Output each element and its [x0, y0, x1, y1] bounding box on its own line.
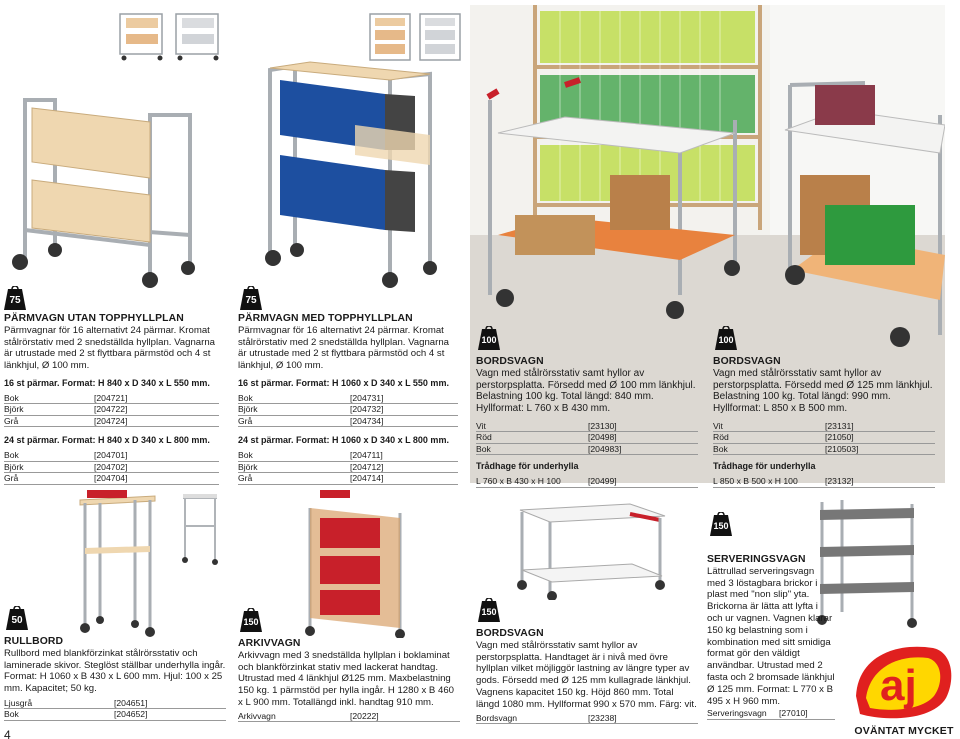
variant-row: L 850 x B 500 x H 100 [23132]: [713, 476, 935, 488]
product-description: Pärmvagnar för 16 alternativt 24 pärmar. Kromat stålrörstativ med 2 snedställda hyllplan. Vagnarna är utrustade med 2 st flyttbara pärmstöd och 4 st länkhjul, Ø 100 mm.: [4, 324, 216, 372]
product-description: Vagn med stålrörsstativ samt hyllor av perstorpsplatta. Handtaget är i nivå med övre hyllplan vilket möjliggör lastning av längre typer av gods. Försedd med Ø 125 mm kullagrade länkhjul. Vagnens kapacitet 150 kg. Höjd 860 mm. Total längd 1080 mm. Hyllformat 990 x 570 mm. Färg: vit.: [476, 639, 697, 710]
product-title: BORDSVAGN: [713, 356, 781, 367]
variant-row: Röd [21050]: [713, 432, 935, 444]
variant-row: Grå [204714]: [238, 473, 458, 485]
capacity-badge: [240, 286, 262, 310]
variant-row: Björk [204712]: [238, 462, 458, 474]
variant-row: Ljusgrå [204651]: [4, 698, 226, 710]
variant-row: Bok [204983]: [476, 444, 698, 456]
variant-row: Bok [204711]: [238, 450, 458, 462]
brand-slogan: OVÄNTAT MYCKET: [854, 725, 954, 737]
product-description: Lättrullad serveringsvagn med 3 löstagbara brickor i plast med "non slip" yta. Brickorna är lätta att lyfta i och ur vagnen. Vagnen klarar 150 kg belastning som i kombination med sitt smidiga format gör den väldigt användbar. Utrustad med 2 fasta och 2 bromsade länkhjul Ø 125 mm. Format: L 770 x B 495 x H 960 mm.: [707, 565, 835, 707]
product-photo-arkivvagn: [295, 488, 415, 638]
variant-row: Björk [204702]: [4, 462, 219, 474]
capacity-badge: [6, 606, 28, 630]
svg-text:50: 50: [11, 615, 23, 626]
product-arkivvagn: [238, 638, 460, 722]
variant-row: Björk [204732]: [238, 404, 458, 416]
product-description: Pärmvagnar för 16 alternativt 24 pärmar. Kromat stålrörstativ med 2 snedställda hyllplan. Vagnarna är utrustade med 2 st flyttbara pärmstöd och 4 st länkhjul, Ø 100 mm.: [238, 324, 450, 372]
variant-row: Vit [23131]: [713, 421, 935, 433]
format-line: 24 st pärmar. Format: H 840 x D 340 x L 800 mm.: [4, 435, 210, 446]
product-serveringsvagn: [707, 554, 835, 720]
product-parmvagn-med-topphyllplan: [238, 313, 458, 485]
format-line: 16 st pärmar. Format: H 1060 x D 340 x L 550 mm.: [238, 377, 449, 388]
product-title: PÄRMVAGN MED TOPPHYLLPLAN: [238, 313, 413, 324]
format-line: 16 st pärmar. Format: H 840 x D 340 x L 550 mm.: [4, 377, 210, 388]
variant-row: Grå [204724]: [4, 416, 219, 428]
variant-row: Bok [204701]: [4, 450, 219, 462]
product-bordsvagn-100: [476, 356, 698, 488]
svg-text:100: 100: [481, 335, 497, 345]
svg-text:aj: aj: [880, 661, 917, 710]
product-bordsvagn-100-large: [713, 356, 935, 488]
svg-text:150: 150: [243, 617, 259, 627]
variant-row: L 760 x B 430 x H 100 [20499]: [476, 476, 698, 488]
product-title: ARKIVVAGN: [238, 638, 301, 649]
svg-text:100: 100: [718, 335, 734, 345]
product-description: Vagn med stålrörsstativ samt hyllor av perstorpsplatta. Försedd med Ø 125 mm länkhjul. Belastning 100 kg. Total längd: 990 mm. Hyllformat: L 850 x B 500 mm.: [713, 367, 933, 415]
variant-row: Bok [204652]: [4, 709, 226, 721]
capacity-badge: [478, 598, 500, 622]
capacity-badge: [240, 608, 262, 632]
product-title: SERVERINGSVAGN: [707, 554, 806, 565]
variant-row: Serveringsvagn [27010]: [707, 708, 835, 720]
product-title: BORDSVAGN: [476, 628, 544, 639]
page-number: 4: [4, 728, 11, 739]
product-title: RULLBORD: [4, 636, 64, 647]
svg-text:75: 75: [9, 295, 21, 306]
product-parmvagn-utan-topphyllplan: [4, 313, 219, 485]
product-photo-rullbord: [65, 488, 230, 638]
product-bordsvagn-150: [476, 628, 698, 724]
variant-row: Bok [210503]: [713, 444, 935, 456]
product-description: Rullbord med blankförzinkat stålrörsstativ och laminerade skivor. Steglöst ställbar underhylla ingår. Format: H 1060 x B 430 x L 600 mm. Hjul: 100 x 25 mm. Kapacitet; 50 kg.: [4, 647, 226, 695]
aj-logo-icon: [848, 638, 960, 722]
variant-row: Björk [204722]: [4, 404, 219, 416]
brand-logo: [848, 638, 960, 738]
capacity-badge: [478, 326, 500, 350]
product-description: Arkivvagn med 3 snedställda hyllplan i boklaminat och blankförzinkat stativ med lackerat handtag. Utrustad med 4 länkhjul Ø125 mm. Maxbelastning 150 kg. 1 pärmstöd per hylla ingår. H 1280 x B 460 x L 900 mm. Totallängd inkl. handtag 910 mm.: [238, 649, 454, 708]
variant-row: Bok [204731]: [238, 393, 458, 405]
capacity-badge: [710, 512, 732, 536]
variant-row: Bok [204721]: [4, 393, 219, 405]
variant-row: Grå [204734]: [238, 416, 458, 428]
svg-text:150: 150: [481, 607, 497, 617]
product-title: PÄRMVAGN UTAN TOPPHYLLPLAN: [4, 313, 184, 324]
variant-row: Grå [204704]: [4, 473, 219, 485]
variant-row: Bordsvagn [23238]: [476, 713, 698, 725]
product-photo-bordsvagn-vit: [510, 500, 670, 600]
accessory-title: Trådhage för underhylla: [713, 461, 816, 472]
capacity-badge: [4, 286, 26, 310]
product-rullbord: [4, 636, 226, 721]
capacity-badge: [715, 326, 737, 350]
product-photo-parmvagn-utan-topphyllplan: [0, 0, 230, 290]
accessory-title: Trådhage för underhylla: [476, 461, 579, 472]
format-line: 24 st pärmar. Format: H 1060 x D 340 x L 800 mm.: [238, 435, 449, 446]
product-photo-parmvagn-med-topphyllplan: [235, 0, 470, 290]
product-description: Vagn med stålrörsstativ samt hyllor av perstorpsplatta. Försedd med Ø 100 mm länkhjul. Belastning 100 kg. Total längd: 840 mm. Hyllformat: L 760 x B 430 mm.: [476, 367, 696, 415]
variant-row: Arkivvagn [20222]: [238, 711, 460, 723]
variant-row: Vit [23130]: [476, 421, 698, 433]
variant-row: Röd [20498]: [476, 432, 698, 444]
svg-text:75: 75: [245, 295, 257, 306]
product-title: BORDSVAGN: [476, 356, 544, 367]
svg-text:150: 150: [713, 521, 729, 531]
